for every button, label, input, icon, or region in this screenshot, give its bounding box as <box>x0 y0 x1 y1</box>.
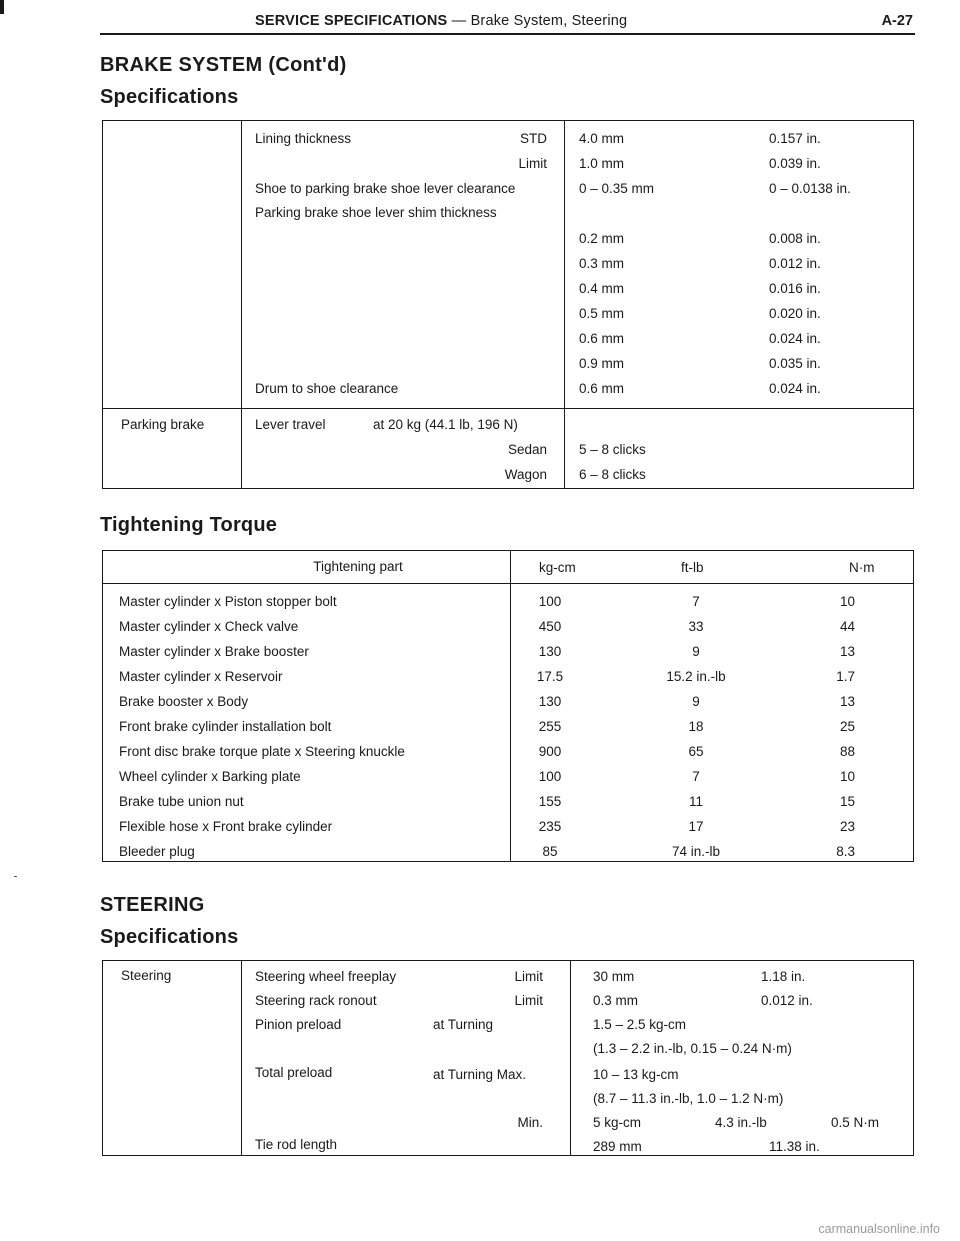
torque-part: Wheel cylinder x Barking plate <box>119 769 301 784</box>
torque-ft-lb: 17 <box>688 819 704 834</box>
torque-ft-lb: 74 in.-lb <box>671 844 721 859</box>
torque-ft-lb: 33 <box>688 619 704 634</box>
torque-kg-cm: 17.5 <box>536 669 564 684</box>
brake-system-heading: BRAKE SYSTEM (Cont'd) <box>100 54 347 76</box>
margin-mark <box>14 876 17 877</box>
brake-spec-metric: 0.2 mm <box>579 231 625 246</box>
torque-kg-cm: 235 <box>538 819 562 834</box>
total-preload-label: Total preload <box>255 1065 333 1080</box>
freeplay-inch: 1.18 in. <box>761 969 806 984</box>
torque-n-m: 88 <box>839 744 855 759</box>
tie-rod-inch: 11.38 in. <box>769 1139 820 1154</box>
rack-runout-cond: Limit <box>514 993 543 1008</box>
torque-n-m: 10 <box>839 594 855 609</box>
lever-travel-label: Lever travel <box>255 417 326 432</box>
torque-ft-lb: 7 <box>692 594 700 609</box>
brake-spec-condition: Limit <box>518 156 547 171</box>
sedan-value: 5 – 8 clicks <box>579 442 646 457</box>
torque-part: Bleeder plug <box>119 844 195 859</box>
torque-ft-lb: 7 <box>692 769 700 784</box>
brake-spec-inch: 0.016 in. <box>769 281 821 296</box>
torque-ft-lb: 11 <box>688 794 703 809</box>
rack-runout-metric: 0.3 mm <box>593 993 639 1008</box>
torque-kg-cm: 100 <box>538 769 562 784</box>
tie-rod-label: Tie rod length <box>255 1137 338 1152</box>
brake-spec-inch: 0.039 in. <box>769 156 821 171</box>
pinion-preload-cond: at Turning <box>433 1017 494 1032</box>
brake-spec-inch: 0 – 0.0138 in. <box>769 181 851 196</box>
torque-n-m: 25 <box>839 719 855 734</box>
header-title: SERVICE SPECIFICATIONS — Brake System, Steering <box>255 13 628 29</box>
torque-part: Flexible hose x Front brake cylinder <box>119 819 333 834</box>
tie-rod-metric: 289 mm <box>593 1139 642 1154</box>
freeplay-label: Steering wheel freeplay <box>255 969 397 984</box>
pinion-preload-value-alt: (1.3 – 2.2 in.-lb, 0.15 – 0.24 N·m) <box>593 1041 792 1056</box>
torque-ft-lb: 9 <box>692 694 700 709</box>
torque-n-m: 8.3 <box>836 844 855 859</box>
torque-ft-lb: 15.2 in.-lb <box>666 669 726 684</box>
min-kgcm: 5 kg-cm <box>593 1115 642 1130</box>
torque-kg-cm: 900 <box>538 744 562 759</box>
total-preload-value: 10 – 13 kg-cm <box>593 1067 679 1082</box>
brake-spec-metric: 0.6 mm <box>579 381 625 396</box>
min-nm: 0.5 N·m <box>831 1115 880 1130</box>
brake-spec-inch: 0.024 in. <box>769 331 821 346</box>
torque-n-m: 13 <box>839 644 855 659</box>
torque-part: Master cylinder x Piston stopper bolt <box>119 594 337 609</box>
steering-category: Steering <box>121 968 172 983</box>
page-header <box>100 8 915 34</box>
torque-part: Brake booster x Body <box>119 694 249 709</box>
brake-spec-item: Parking brake shoe lever shim thickness <box>255 205 497 220</box>
brake-spec-condition: STD <box>520 131 547 146</box>
torque-part: Master cylinder x Check valve <box>119 619 299 634</box>
torque-part: Master cylinder x Reservoir <box>119 669 283 684</box>
wagon-label: Wagon <box>504 467 547 482</box>
brake-spec-item: Drum to shoe clearance <box>255 381 399 396</box>
rack-runout-inch: 0.012 in. <box>761 993 813 1008</box>
brake-spec-metric: 0.3 mm <box>579 256 625 271</box>
brake-spec-inch: 0.024 in. <box>769 381 821 396</box>
brake-spec-metric: 0.4 mm <box>579 281 625 296</box>
col-ft-lb: ft-lb <box>681 560 704 575</box>
torque-kg-cm: 100 <box>538 594 562 609</box>
torque-ft-lb: 65 <box>688 744 704 759</box>
torque-kg-cm: 450 <box>538 619 562 634</box>
torque-ft-lb: 18 <box>688 719 704 734</box>
torque-kg-cm: 255 <box>538 719 562 734</box>
freeplay-cond: Limit <box>514 969 543 984</box>
rack-runout-label: Steering rack ronout <box>255 993 377 1008</box>
torque-n-m: 23 <box>839 819 855 834</box>
steering-spec-table <box>102 960 914 1156</box>
steering-spec-heading: Specifications <box>100 926 239 948</box>
total-preload-cond: at Turning Max. <box>433 1067 527 1082</box>
torque-n-m: 44 <box>839 619 855 634</box>
brake-spec-metric: 1.0 mm <box>579 156 625 171</box>
torque-part: Brake tube union nut <box>119 794 244 809</box>
min-cond: Min. <box>517 1115 543 1130</box>
brake-spec-inch: 0.035 in. <box>769 356 821 371</box>
torque-ft-lb: 9 <box>692 644 700 659</box>
brake-spec-metric: 0 – 0.35 mm <box>579 181 655 196</box>
brake-spec-inch: 0.008 in. <box>769 231 821 246</box>
col-tightening-part: Tightening part <box>313 559 403 574</box>
brake-spec-metric: 4.0 mm <box>579 131 625 146</box>
torque-n-m: 13 <box>839 694 855 709</box>
pinion-preload-value: 1.5 – 2.5 kg-cm <box>593 1017 687 1032</box>
torque-part: Front brake cylinder installation bolt <box>119 719 332 734</box>
brake-spec-metric: 0.5 mm <box>579 306 625 321</box>
torque-table <box>102 550 914 862</box>
brake-spec-inch: 0.157 in. <box>769 131 821 146</box>
torque-kg-cm: 85 <box>542 844 558 859</box>
torque-n-m: 10 <box>839 769 855 784</box>
parking-brake-category: Parking brake <box>121 417 205 432</box>
sedan-label: Sedan <box>507 442 547 457</box>
steering-heading: STEERING <box>100 894 205 916</box>
total-preload-value-alt: (8.7 – 11.3 in.-lb, 1.0 – 1.2 N·m) <box>593 1091 784 1106</box>
col-n-m: N·m <box>849 560 875 575</box>
brake-spec-table <box>102 120 914 489</box>
min-inlb: 4.3 in.-lb <box>715 1115 767 1130</box>
watermark: carmanualsonline.info <box>818 1222 940 1236</box>
brake-spec-inch: 0.020 in. <box>769 306 821 321</box>
torque-kg-cm: 155 <box>538 794 562 809</box>
wagon-value: 6 – 8 clicks <box>579 467 646 482</box>
page-corner-mark <box>0 0 4 14</box>
torque-n-m: 15 <box>839 794 855 809</box>
brake-spec-heading: Specifications <box>100 86 239 108</box>
lever-travel-condition: at 20 kg (44.1 lb, 196 N) <box>373 417 518 432</box>
torque-n-m: 1.7 <box>836 669 855 684</box>
brake-spec-item: Shoe to parking brake shoe lever clearance <box>255 181 516 196</box>
header-rule <box>100 33 915 35</box>
col-kg-cm: kg-cm <box>539 560 576 575</box>
torque-part: Master cylinder x Brake booster <box>119 644 309 659</box>
torque-kg-cm: 130 <box>538 644 562 659</box>
pinion-preload-label: Pinion preload <box>255 1017 342 1032</box>
brake-spec-metric: 0.9 mm <box>579 356 625 371</box>
page-number: A-27 <box>881 13 913 29</box>
freeplay-metric: 30 mm <box>593 969 635 984</box>
torque-kg-cm: 130 <box>538 694 562 709</box>
brake-spec-inch: 0.012 in. <box>769 256 821 271</box>
brake-spec-metric: 0.6 mm <box>579 331 625 346</box>
torque-heading: Tightening Torque <box>100 514 278 536</box>
torque-part: Front disc brake torque plate x Steering knuckle <box>119 744 405 759</box>
brake-spec-item: Lining thickness <box>255 131 352 146</box>
